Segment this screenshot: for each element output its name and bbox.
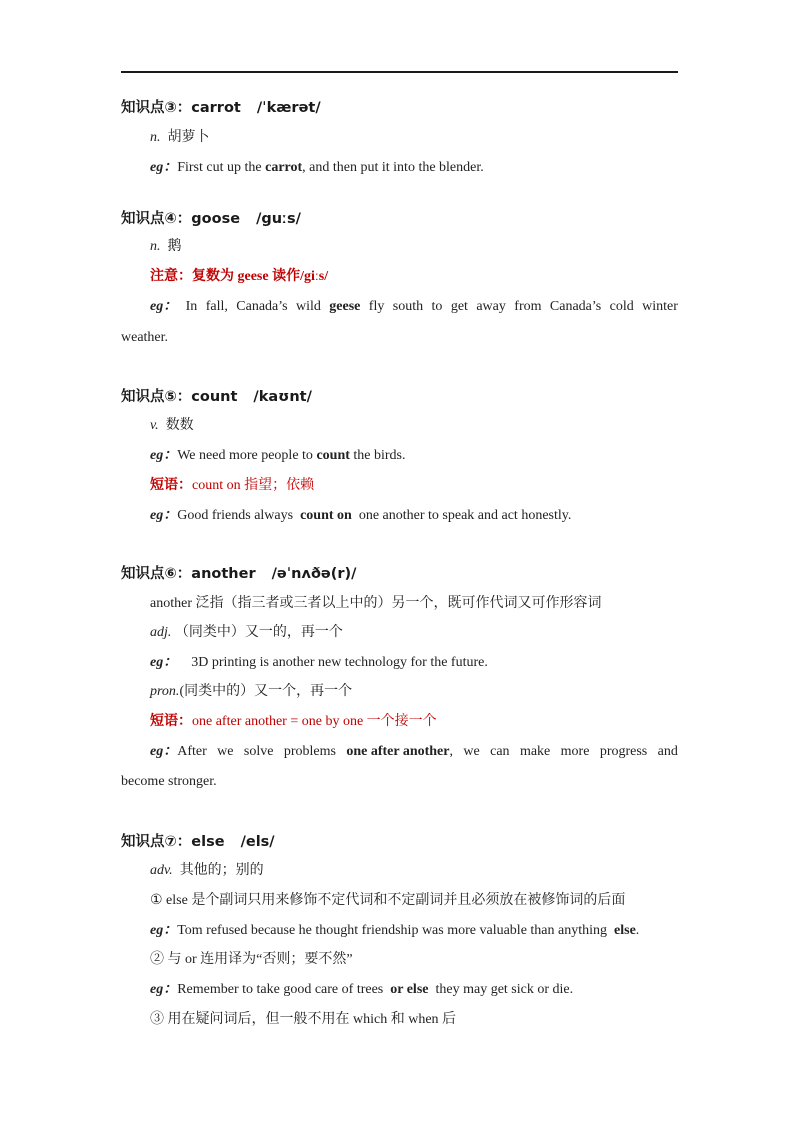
eg-word: we	[217, 744, 234, 759]
eg-word: from	[514, 299, 542, 314]
eg-word: south	[392, 299, 424, 314]
else-example-2	[150, 981, 573, 999]
heading-word: another	[191, 566, 256, 582]
eg-word: wild	[296, 299, 321, 314]
heading-word: goose	[191, 211, 241, 227]
eg-text: Tom refused because he thought friendship was more valuable than anything	[177, 923, 608, 938]
another-example-2-wrap: become stronger.	[121, 774, 217, 789]
heading-ipa: /ˈkærət/	[256, 100, 321, 116]
another-example-2	[150, 743, 678, 761]
eg-label: eg：	[150, 744, 178, 759]
phrase-text: one after another = one by one 一个接一个	[192, 714, 437, 729]
eg-text: the birds.	[353, 448, 406, 463]
else-rule-2: ② 与 or 连用译为“否则；要不然”	[150, 952, 353, 967]
phrase-text: count on 指望；依赖	[192, 478, 315, 493]
meaning: 数数	[165, 418, 194, 433]
eg-text: .	[635, 923, 640, 938]
heading-prefix: 知识点⑦：	[121, 834, 192, 850]
heading-ipa: /guːs/	[256, 211, 301, 227]
eg-word: cold	[609, 299, 634, 314]
phrase-label: 短语：	[150, 478, 192, 493]
part-of-speech: adj.	[150, 625, 172, 640]
meaning: 鹅	[167, 239, 182, 254]
another-example	[150, 654, 488, 672]
eg-word: fall,	[205, 299, 228, 314]
section-heading-carrot	[121, 99, 321, 117]
heading-prefix: 知识点⑥：	[121, 566, 192, 582]
carrot-definition	[150, 129, 210, 147]
heading-prefix: 知识点⑤：	[121, 389, 192, 405]
part-of-speech: n.	[150, 239, 161, 254]
eg-text: 3D printing is another new technology for the future.	[191, 655, 488, 670]
part-of-speech: n.	[150, 130, 161, 145]
eg-word: Canada’s	[236, 299, 288, 314]
else-definition	[150, 862, 264, 880]
eg-label: eg：	[150, 299, 178, 314]
eg-word: get	[450, 299, 468, 314]
count-phrase	[150, 477, 314, 495]
eg-word: we	[463, 744, 480, 759]
eg-word: fly	[368, 299, 385, 314]
count-definition	[150, 417, 194, 435]
eg-word: more	[560, 744, 590, 759]
section-heading-goose	[121, 210, 301, 228]
else-rule-1: ① else 是个副词只用来修饰不定代词和不定副词并且必须放在被修饰词的后面	[150, 893, 626, 908]
heading-prefix: 知识点③：	[121, 100, 192, 116]
eg-text: they may get sick or die.	[435, 982, 574, 997]
eg-text: First cut up the	[177, 160, 262, 175]
eg-word: to	[431, 299, 443, 314]
eg-label: eg：	[150, 508, 178, 523]
eg-text: Good friends always	[177, 508, 294, 523]
eg-word: away	[476, 299, 506, 314]
eg-label: eg：	[150, 923, 178, 938]
eg-word: problems	[283, 744, 336, 759]
heading-word: carrot	[191, 100, 241, 116]
eg-word: winter	[642, 299, 678, 314]
another-intro: another 泛指（指三者或三者以上中的）另一个，既可作代词又可作形容词	[150, 596, 602, 611]
heading-ipa: /əˈnʌðə(r)/	[271, 566, 357, 582]
eg-label: eg：	[150, 448, 178, 463]
eg-text: Remember to take good care of trees	[177, 982, 384, 997]
header-rule	[121, 71, 678, 73]
eg-word: progress	[599, 744, 648, 759]
eg-text: , and then put it into the blender.	[302, 160, 484, 175]
part-of-speech: v.	[150, 418, 159, 433]
eg-keyword: one after another	[346, 744, 450, 759]
another-pron-definition	[150, 683, 352, 701]
goose-definition	[150, 238, 182, 256]
section-heading-count	[121, 388, 312, 406]
goose-example-wrap: weather.	[121, 330, 169, 345]
eg-word: After	[177, 744, 207, 759]
heading-ipa: /kaʊnt/	[253, 389, 312, 405]
eg-word: In	[185, 299, 198, 314]
eg-keyword: count	[316, 448, 350, 463]
goose-example	[150, 298, 678, 316]
section-heading-else	[121, 833, 275, 851]
meaning: 胡萝卜	[167, 130, 210, 145]
heading-ipa: /els/	[240, 834, 275, 850]
heading-word: count	[191, 389, 238, 405]
eg-keyword: else	[614, 923, 636, 938]
meaning: （同类中）又一的，再一个	[174, 625, 343, 640]
eg-keyword: geese	[329, 299, 361, 314]
eg-word: and	[657, 744, 678, 759]
eg-word: Canada’s	[549, 299, 602, 314]
eg-text: one another to speak and act honestly.	[358, 508, 572, 523]
part-of-speech: pron.	[150, 684, 180, 699]
another-phrase	[150, 713, 437, 731]
eg-keyword: carrot	[265, 160, 303, 175]
meaning: 其他的；别的	[179, 863, 264, 878]
eg-label: eg：	[150, 655, 178, 670]
part-of-speech: adv.	[150, 863, 173, 878]
carrot-example	[150, 159, 484, 177]
section-heading-another	[121, 565, 356, 583]
phrase-label: 短语：	[150, 714, 192, 729]
eg-word: ,	[449, 744, 453, 759]
eg-word: make	[519, 744, 551, 759]
goose-note: 注意：复数为 geese 读作/giːs/	[150, 269, 329, 284]
eg-word: can	[490, 744, 510, 759]
eg-label: eg：	[150, 160, 178, 175]
eg-text: We need more people to	[177, 448, 313, 463]
eg-label: eg：	[150, 982, 178, 997]
meaning: (同类中的）又一个，再一个	[179, 684, 353, 699]
heading-prefix: 知识点④：	[121, 211, 192, 227]
eg-keyword: count on	[300, 508, 352, 523]
else-rule-3: ③ 用在疑问词后，但一般不用在 which 和 when 后	[150, 1012, 457, 1027]
heading-word: else	[191, 834, 225, 850]
else-example	[150, 922, 639, 940]
eg-word: solve	[243, 744, 274, 759]
count-example-2	[150, 507, 571, 525]
another-adj-definition	[150, 624, 343, 642]
eg-keyword: or else	[390, 982, 429, 997]
count-example	[150, 447, 406, 465]
